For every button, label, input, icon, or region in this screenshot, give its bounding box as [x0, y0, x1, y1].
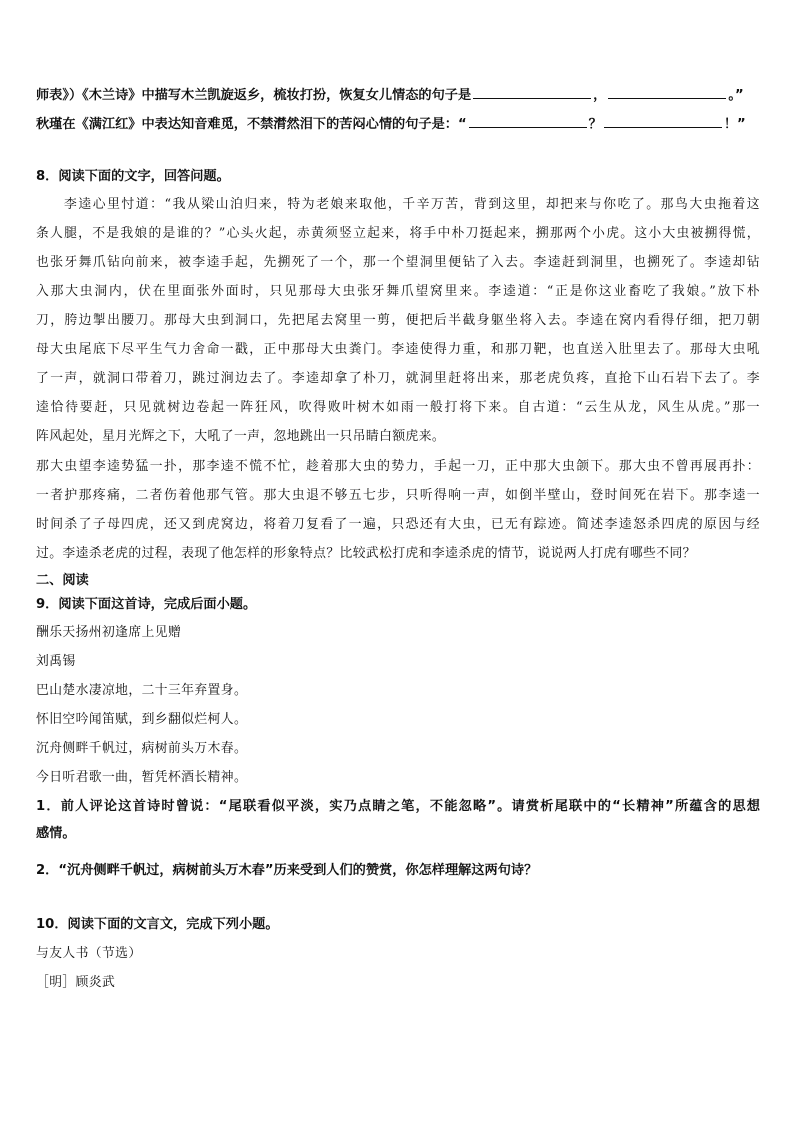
fill-line-1	[36, 84, 760, 105]
passage-line: 那大虫望李逵势猛一扑，那李逵不慌不忙，趁着那大虫的势力，手起一刀，正中那大虫颌下。那大虫不曾再展再扑：	[36, 459, 760, 474]
passage-line: 过。李逵杀老虎的过程，表现了他怎样的形象特点？比较武松打虎和李逵杀虎的情节，说说两人打虎有哪些不同？	[36, 546, 696, 561]
poem-title: 酬乐天扬州初逢席上见赠	[36, 625, 182, 640]
fill-line-1-text: 师表》）《木兰诗》中描写木兰凯旋返乡，梳妆打扮，恢复女儿情态的句子是	[36, 88, 472, 103]
answer-blank[interactable]	[608, 84, 726, 99]
fill-line-2-separator: ？	[588, 117, 602, 132]
fill-line-2	[36, 113, 760, 134]
poem-verse: 今日听君歌一曲，暂凭杯酒长精神。	[36, 770, 248, 785]
fill-line-1-separator: ，	[593, 88, 607, 103]
poem-verse: 沉舟侧畔千帆过，病树前头万木春。	[36, 741, 248, 756]
poem-verse: 怀旧空吟闻笛赋，到乡翻似烂柯人。	[36, 712, 248, 727]
text-title: 与友人书（节选）	[36, 946, 142, 961]
q9-subquestion-1: 1．前人评论这首诗时曾说：“尾联看似平淡，实乃点睛之笔，不能忽略”。请赏析尾联中的“长精神”所蕴含的思想	[36, 799, 760, 814]
q9-subquestion-2: 2．“沉舟侧畔千帆过，病树前头万木春”历来受到人们的赞赏，你怎样理解这两句诗？	[36, 863, 538, 878]
passage-line: 也张牙舞爪钻向前来，被李逵手起，先搠死了一个，那一个望洞里便钻了入去。李逵赶到洞里，也搠死了。李逵却钻	[36, 255, 760, 270]
passage-line: 了一声，就洞口带着刀，跳过涧边去了。李逵却拿了朴刀，就洞里赶将出来，那老虎负疼，直抢下山石岩下去了。李	[36, 371, 760, 386]
q9-title: 9．阅读下面这首诗，完成后面小题。	[36, 597, 257, 612]
passage-line: 一者护那疼痛，二者伤着他那气管。那大虫退不够五七步，只听得响一声，如倒半壁山，登时间死在岩下。那李逵一	[36, 488, 760, 503]
answer-blank[interactable]	[604, 113, 722, 128]
passage-line: 条人腿，不是我娘的是谁的？”心头火起，赤黄须竖立起来，将手中朴刀挺起来，搠那两个小虎。这小大虫被搠得慌，	[36, 226, 760, 241]
passage-line: 母大虫尾底下尽平生气力舍命一戳，正中那母大虫粪门。李逵使得力重，和那刀靶，也直送入肚里去了。那母大虫吼	[36, 342, 760, 357]
answer-blank[interactable]	[469, 113, 587, 128]
section-heading: 二、阅读	[36, 573, 89, 588]
text-author: ［明］顾炎武	[36, 975, 116, 990]
answer-blank[interactable]	[473, 84, 591, 99]
passage-line: 阵风起处，星月光辉之下，大吼了一声，忽地跳出一只吊睛白额虎来。	[36, 429, 446, 444]
passage-line: 刀，胯边掣出腰刀。那母大虫到洞口，先把尾去窝里一剪，便把后半截身躯坐将入去。李逵在窝内看得仔细，把刀朝	[36, 313, 760, 328]
q9-subquestion-1-cont: 感情。	[36, 826, 76, 841]
passage-line: 入那大虫洞内，伏在里面张外面时，只见那母大虫张牙舞爪望窝里来。李逵道：“正是你这业畜吃了我娘。”放下朴	[36, 284, 760, 299]
fill-line-2-end: ！”	[723, 117, 746, 132]
poem-verse: 巴山楚水凄凉地，二十三年弃置身。	[36, 683, 248, 698]
q10-title: 10．阅读下面的文言文，完成下列小题。	[36, 917, 279, 932]
poem-author: 刘禹锡	[36, 654, 76, 669]
passage-line: 李逵心里忖道：“我从梁山泊归来，特为老娘来取他，千辛万苦，背到这里，却把来与你吃了。那鸟大虫拖着这	[64, 197, 760, 212]
fill-line-1-end: 。”	[728, 88, 744, 103]
fill-line-2-text: 秋瑾在《满江红》中表达知音难觅，不禁潸然泪下的苦闷心情的句子是：“	[36, 117, 467, 132]
passage-line: 逵恰待要赶，只见就树边卷起一阵狂风，吹得败叶树木如雨一般打将下来。自古道：“云生从龙，风生从虎。”那一	[36, 400, 760, 415]
q8-title: 8．阅读下面的文字，回答问题。	[36, 169, 230, 184]
passage-line: 时间杀了子母四虎，还又到虎窝边，将着刀复看了一遍，只恐还有大虫，已无有踪迹。简述李逵怒杀四虎的原因与经	[36, 517, 760, 532]
